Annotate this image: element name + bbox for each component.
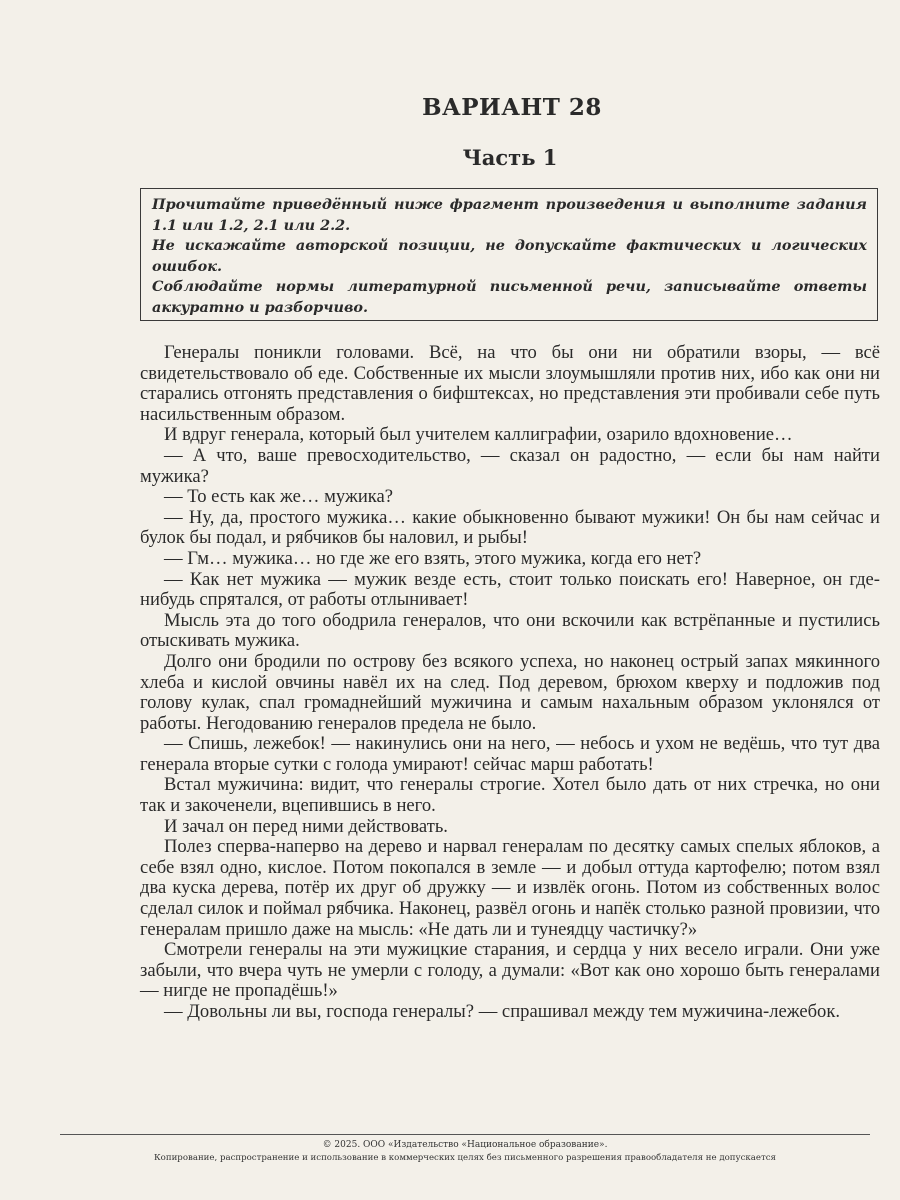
instructions-box	[140, 188, 878, 321]
instruction-3: Соблюдайте нормы литературной письменной речи, записывайте ответы аккуратно и разборчиво.	[152, 278, 867, 316]
paragraph: — То есть как же… мужика?	[164, 486, 394, 508]
paragraph: — Довольны ли вы, господа генералы? — спрашивал между тем мужичина-лежебок.	[164, 1001, 841, 1022]
paragraph: Полез сперва-наперво на дерево и нарвал генералам по десятку самых спелых яблоков, а себе взял одно, кислое. Потом покопался в земле — и добыл оттуда картофелю; потом взял два куска дерева, потёр их друг об дружку — и извлёк огонь. Потом из собственных волос сделал силок и поймал рябчика. Наконец, развёл огонь и напёк столько разной провизии, что генералам пришло даже на мысль: «Не дать ли и тунеядцу частичку?»	[140, 836, 880, 940]
paragraph: Генералы поникли головами. Всё, на что бы они ни обратили взоры, — всё свидетельствовало об еде. Собственные их мысли злоумышляли против них, ибо как они ни старались отгонять представления о бифштексах, но представления эти пробивали себе путь насильственным образом.	[140, 342, 880, 425]
footer-copyright: © 2025. ООО «Издательство «Национальное образование».	[322, 1140, 608, 1150]
paragraph: — Спишь, лежебок! — накинулись они на него, — небось и ухом не ведёшь, что тут два генерала вторые сутки с голода умирают! сейчас марш работать!	[140, 733, 880, 775]
paragraph: Встал мужичина: видит, что генералы строгие. Хотел было дать от них стречка, но они так и закоченели, вцепившись в него.	[140, 774, 880, 817]
paragraph: — Как нет мужика — мужик везде есть, стоит только поискать его! Наверное, он где-нибудь спрятался, от работы отлынивает!	[140, 568, 880, 611]
literary-fragment	[140, 343, 880, 1023]
paragraph: И зачал он перед ними действовать.	[164, 815, 448, 837]
footer-notice: Копирование, распространение и использование в коммерческих целях без письменного разрешения правообладателя не допускается	[154, 1153, 776, 1163]
footer-divider	[60, 1134, 870, 1135]
paragraph: — Гм… мужика… но где же его взять, этого мужика, когда его нет?	[164, 547, 702, 569]
paragraph: — А что, ваше превосходительство, — сказал он радостно, — если бы нам найти мужика?	[140, 444, 880, 487]
variant-title: ВАРИАНТ 28	[422, 94, 602, 121]
paragraph: И вдруг генерала, который был учителем каллиграфии, озарило вдохновение…	[164, 424, 793, 446]
paragraph: Долго они бродили по острову без всякого успеха, но наконец острый запах мякинного хлеба и кислой овчины навёл их на след. Под деревом, брюхом кверху и подложив под голову кулак, спал громаднейший мужичина и самым нахальным образом уклонялся от работы. Негодованию генералов предела не было.	[140, 650, 880, 734]
instruction-1: Прочитайте приведённый ниже фрагмент произведения и выполните задания 1.1 или 1.2, 2.1 или 2.2.	[152, 196, 867, 234]
instruction-2: Не искажайте авторской позиции, не допускайте фактических и логических ошибок.	[152, 237, 867, 275]
paragraph: Смотрели генералы на эти мужицкие старания, и сердца у них весело играли. Они уже забыли, что вчера чуть не умерли с голоду, а думали: «Вот как оно хорошо быть генералами — нигде не пропадёшь!»	[140, 939, 880, 1002]
paragraph: Мысль эта до того ободрила генералов, что они вскочили как встрёпанные и пустились отыскивать мужика.	[140, 609, 880, 652]
part-title: Часть 1	[462, 145, 558, 170]
paragraph: — Ну, да, простого мужика… какие обыкновенно бывают мужики! Он бы нам сейчас и булок бы подал, и рябчиков бы наловил, и рыбы!	[140, 506, 880, 549]
